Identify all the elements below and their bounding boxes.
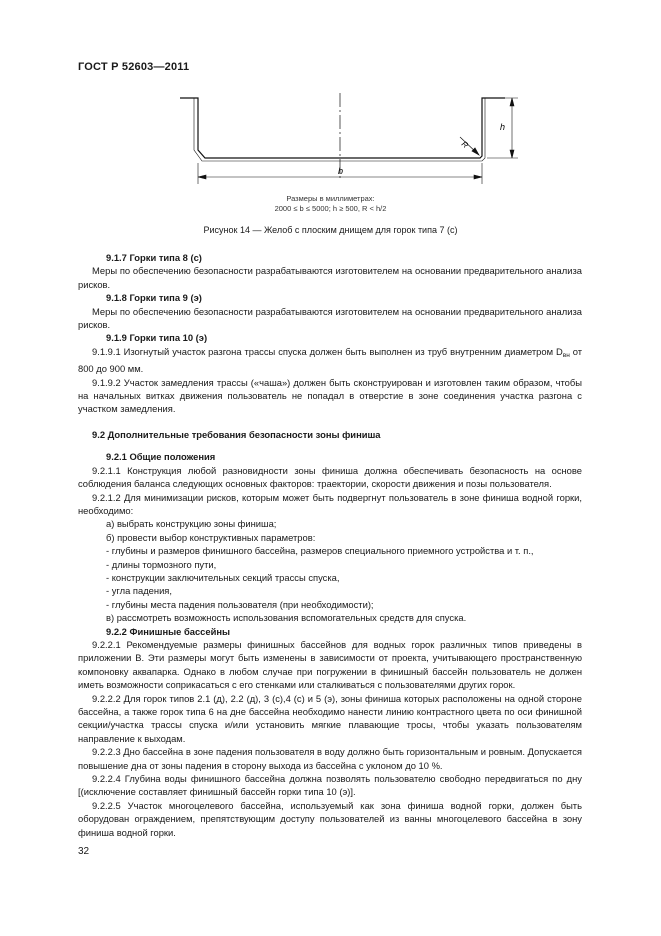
figure-note-units: Размеры в миллиметрах: (286, 194, 375, 203)
list-item: - конструкции заключительных секций трассы спуска, (106, 571, 340, 583)
trough-diagram (160, 88, 530, 198)
text-run: от 800 до 900 мм. (78, 345, 582, 375)
section-heading: 9.1.9 Горки типа 10 (э) (106, 332, 208, 344)
list-item: а) выбрать конструкцию зоны финиша; (106, 518, 277, 530)
paragraph: Меры по обеспечению безопасности разрабатываются изготовителем на основании предварительного анализа рисков. (78, 265, 582, 290)
trough-outline (180, 98, 505, 161)
section-heading: 9.2.1 Общие положения (106, 451, 216, 463)
section-heading: 9.1.8 Горки типа 9 (э) (106, 292, 202, 304)
list-item: в) рассмотреть возможность использования вспомогательных средств для спуска. (106, 612, 467, 624)
paragraph: 9.2.2.5 Участок многоцелевого бассейна, используемый как зона финиша водной горки, должен быть оборудован ограждением, препятствующим доступу пользователей из ванны многоцелевого бассейна в зону финиша водной горки. (78, 799, 582, 838)
paragraph: Меры по обеспечению безопасности разрабатываются изготовителем на основании предварительного анализа рисков. (78, 305, 582, 331)
list-item: - длины тормозного пути, (106, 558, 217, 570)
paragraph: 9.2.2.4 Глубина воды финишного бассейна должна позволять пользователю свободно передвигаться по дну [(исключение составляет финишный бассейн горки типа 10 (э)]. (78, 773, 582, 798)
label-b: b (338, 166, 344, 176)
paragraph: 9.2.1.2 Для минимизации рисков, которым может быть подвергнут пользователь в зоне финиша водной горки, необходимо: (78, 491, 582, 516)
list-item: - глубины и размеров финишного бассейна, размеров специального приемного устройства и т. п., (106, 545, 534, 557)
document-body (78, 251, 582, 839)
figure-note-ranges: 2000 ≤ b ≤ 5000; h ≥ 500, R < h/2 (274, 204, 387, 213)
paragraph: 9.2.2.1 Рекомендуемые размеры финишных бассейнов для водных горок различных типов приведены в приложении В. Эти размеры могут быть изменены в зависимости от проекта, учитывающего пространственную компоновку аквапарка. Однако в любом случае при погружении в финишный бассейн пользователь не должен иметь возможности соприкасаться с его стенками или сталкиваться с пользователями других горок. (78, 638, 582, 691)
paragraph: 9.2.1.1 Конструкция любой разновидности зоны финиша должна обеспечивать безопасность на основе соблюдения баланса следующих основных факторов: траектории, скорости движения и позы пользователя. (78, 464, 582, 490)
paragraph: 9.1.9.2 Участок замедления трассы («чаша») должен быть сконструирован и изготовлен таким образом, чтобы на начальных витках движения пользователь не попадал в отверстие в зоне соединения участка разгона с участком замедления. (78, 376, 582, 415)
section-heading: 9.1.7 Горки типа 8 (с) (106, 252, 202, 263)
list-item: - угла падения, (106, 585, 172, 597)
document-header: ГОСТ Р 52603—2011 (78, 61, 190, 73)
paragraph: 9.2.2.3 Дно бассейна в зоне падения пользователя в воду должно быть горизонтальным и ровным. Допускается повышение дна от зоны падения в сторону выхода из бассейна с уклоном до 10 %. (78, 746, 582, 771)
text-run: 9.1.9.1 Изогнутый участок разгона трассы спуска должен быть выполнен из труб внутренним диаметром D (92, 345, 563, 357)
page-number: 32 (78, 846, 90, 857)
paragraph: 9.2.2.2 Для горок типов 2.1 (д), 2.2 (д), 3 (с),4 (с) и 5 (э), зоны финиша которых расположены на одной стороне бассейна, а также горок типа 6 на дне бассейна необходимо нанести линию контрастного цвета по оси финишной секции/участка трассы спуска и/или установить мягкие плавающие тросы, чтобы указать пользователям направление к выходам. (78, 692, 582, 744)
paragraph (78, 345, 582, 376)
section-heading: 9.2.2 Финишные бассейны (106, 625, 231, 637)
subscript: вн (562, 351, 570, 359)
label-h: h (500, 122, 506, 132)
list-item: - глубины места падения пользователя (при необходимости); (106, 598, 374, 610)
label-r: R (459, 139, 470, 150)
list-item: б) провести выбор конструктивных параметров: (106, 531, 316, 543)
section-heading: 9.2 Дополнительные требования безопасности зоны финиша (92, 428, 381, 440)
figure-caption: Рисунок 14 — Желоб с плоским днищем для горок типа 7 (с) (203, 225, 458, 235)
